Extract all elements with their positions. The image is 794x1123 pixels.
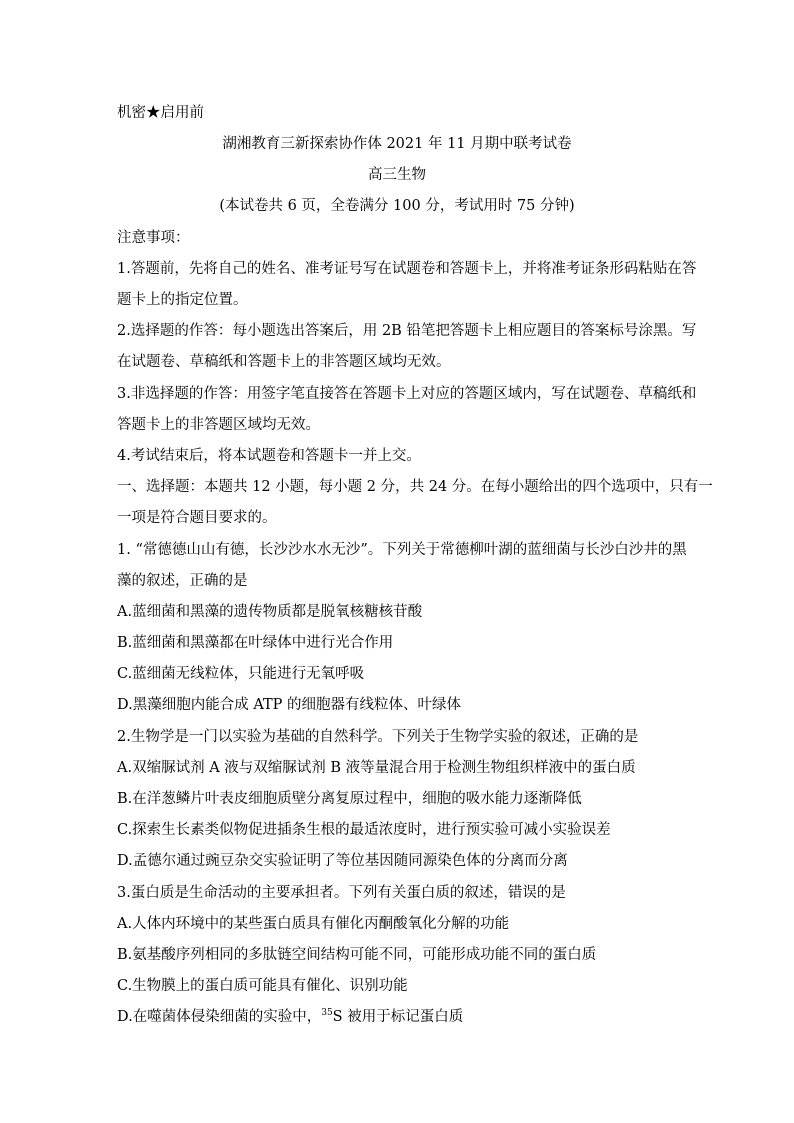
q1-option-d: D.黑藻细胞内能合成 ATP 的细胞器有线粒体、叶绿体 [117,697,462,713]
q2-option-b: B.在洋葱鳞片叶表皮细胞质壁分离复原过程中，细胞的吸水能力逐渐降低 [117,791,582,807]
notice-2-line-2: 在试题卷、草稿纸和答题卡上的非答题区域均无效。 [117,354,451,370]
q1-stem-line-2: 藻的叙述，正确的是 [117,573,248,589]
notice-4: 4.考试结束后，将本试题卷和答题卡一并上交。 [117,448,421,464]
section-1-intro-line-2: 一项是符合题目要求的。 [117,510,277,526]
q3-option-c: C.生物膜上的蛋白质可能具有催化、识别功能 [117,978,408,994]
q2-stem: 2.生物学是一门以实验为基础的自然科学。下列关于生物学实验的叙述，正确的是 [117,729,639,745]
q1-option-c: C.蓝细菌无线粒体，只能进行无氧呼吸 [117,666,365,682]
q3-option-a: A.人体内环境中的某些蛋白质具有催化丙酮酸氧化分解的功能 [117,916,510,932]
exam-title: 湖湘教育三新探索协作体 2021 年 11 月期中联考试卷 [222,136,572,152]
q2-option-c: C.探索生长素类似物促进插条生根的最适浓度时，进行预实验可减小实验误差 [117,822,611,838]
q1-stem-line-1: 1. “常德德山山有德，长沙沙水水无沙”。下列关于常德柳叶湖的蓝细菌与长沙白沙井的黑 [117,542,687,558]
notice-3-line-1: 3.非选择题的作答：用签字笔直接答在答题卡上对应的答题区域内，写在试题卷、草稿纸和 [117,386,697,402]
q1-option-b: B.蓝细菌和黑藻都在叶绿体中进行光合作用 [117,635,394,651]
q3-option-d [117,1008,463,1026]
notices-heading: 注意事项： [117,230,190,246]
confidential-label: 机密★启用前 [117,105,204,121]
q3-stem: 3.蛋白质是生命活动的主要承担者。下列有关蛋白质的叙述，错误的是 [117,885,566,901]
isotope-mass-number: 35 [321,1008,333,1019]
notice-1-line-1: 1.答题前，先将自己的姓名、准考证号写在试题卷和答题卡上，并将准考证条形码粘贴在答 [117,261,697,277]
q3-option-b: B.氨基酸序列相同的多肽链空间结构可能不同，可能形成功能不同的蛋白质 [117,947,597,963]
q3-option-d-prefix: D.在噬菌体侵染细菌的实验中， [117,1009,322,1025]
section-1-intro-line-1: 一、选择题：本题共 12 小题，每小题 2 分，共 24 分。在每小题给出的四个选项中，只有一 [117,479,713,495]
q2-option-a: A.双缩脲试剂 A 液与双缩脲试剂 B 液等量混合用于检测生物组织样液中的蛋白质 [117,760,636,776]
q1-option-a: A.蓝细菌和黑藻的遗传物质都是脱氧核糖核苷酸 [117,604,423,620]
subject-title: 高三生物 [368,167,426,183]
q3-option-d-suffix: S 被用于标记蛋白质 [332,1009,464,1025]
q2-option-d: D.孟德尔通过豌豆杂交实验证明了等位基因随同源染色体的分离而分离 [117,853,568,869]
notice-1-line-2: 题卡上的指定位置。 [117,292,248,308]
notice-3-line-2: 答题卡上的非答题区域均无效。 [117,417,320,433]
notice-2-line-1: 2.选择题的作答：每小题选出答案后，用 2B 铅笔把答题卡上相应题目的答案标号涂黑。写 [117,323,697,339]
exam-info: (本试卷共 6 页，全卷满分 100 分，考试用时 75 分钟) [219,198,575,214]
